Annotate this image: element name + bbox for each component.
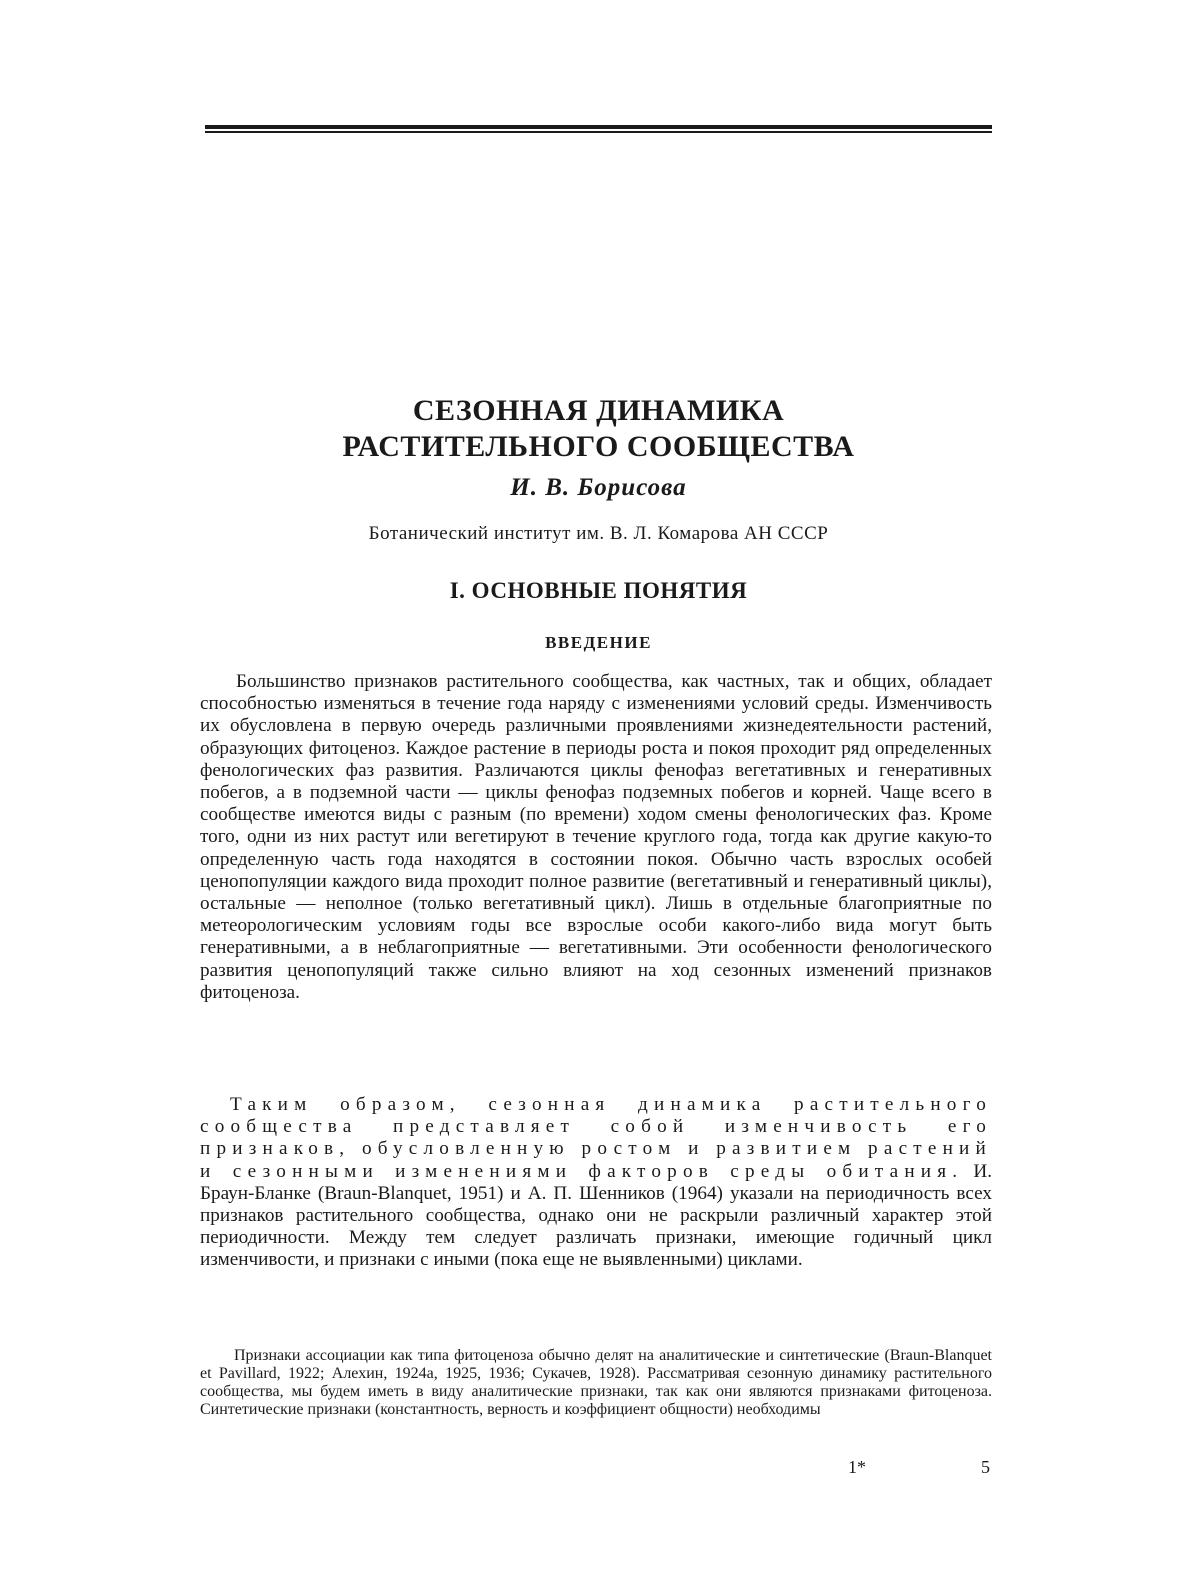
article-title-line-2: РАСТИТЕЛЬНОГО СООБЩЕСТВА (342, 430, 855, 463)
article-title (205, 393, 992, 465)
footnote-text: Признаки ассоциации как типа фитоценоза обычно делят на аналитические и синтетические (Braun-Blanquet et Pavillard, 1922; Алехин, 1924а, 1925, 1936; Сукачев, 1928). Рассматривая сезонную динамику растительного сообщества, мы будем иметь в виду аналитические признаки, так как они являются признаками фитоценоза. Синтетические признаки (константность, верность и коэффициент общности) необходимы (200, 1347, 992, 1418)
body-paragraph-2-spaced: Таким образом, сезонная динамика растительного сообщества представляет собой изменчивость его признаков, обусловленную ростом и развитием растений и сезонными изменениями факторов среды обитания. (200, 1094, 992, 1182)
section-heading: I. ОСНОВНЫЕ ПОНЯТИЯ (449, 578, 748, 603)
page-number: 5 (981, 1457, 990, 1477)
author-affiliation: Ботанический институт им. В. Л. Комарова АН СССР (368, 523, 829, 544)
top-rule-thin (205, 131, 992, 133)
top-rule (205, 125, 992, 133)
top-rule-thick (205, 125, 992, 129)
body-paragraph-2-rest: И. Браун-Бланке (Braun-Blanquet, 1951) и А. П. Шенников (1964) указали на периодичность всех признаков растительного сообщества, однако они не раскрыли различный характер этой периодичности. Между тем следует различать признаки, имеющие годичный цикл изменчивости, и признаки с иными (пока еще не выявленными) циклами. (200, 1160, 993, 1271)
sheet-signature-mark: 1* (848, 1457, 866, 1477)
subsection-heading: ВВЕДЕНИЕ (545, 633, 652, 652)
body-paragraph-1: Большинство признаков растительного сообщества, как частных, так и общих, обладает способностью изменяться в течение года наряду с изменениями условий среды. Изменчивость их обусловлена в первую очередь различными проявлениями жизнедеятельности растений, образующих фитоценоз. Каждое растение в периоды роста и покоя проходит ряд определенных фенологических фаз развития. Различаются циклы фенофаз вегетативных и генеративных побегов, а в подземной части — циклы фенофаз подземных побегов и корней. Чаще всего в сообществе имеются виды с разным (по времени) ходом смены фенологических фаз. Кроме того, одни из них растут или вегетируют в течение круглого года, тогда как другие какую-то определенную часть года находятся в состоянии покоя. Обычно часть взрослых особей ценопопуляции каждого вида проходит полное развитие (вегетативный и генеративный циклы), остальные — неполное (только вегетативный цикл). Лишь в отдельные благоприятные по метеорологическим условиям годы все взрослые особи какого-либо вида могут быть генеративными, а в неблагоприятные — вегетативными. Эти особенности фенологического развития ценопопуляций также сильно влияют на ход сезонных изменений признаков фитоценоза. (200, 671, 992, 1003)
article-title-line-1: СЕЗОННАЯ ДИНАМИКА (412, 394, 785, 427)
body-paragraph-2 (200, 1094, 992, 1272)
article-author: И. В. Борисова (510, 474, 687, 501)
